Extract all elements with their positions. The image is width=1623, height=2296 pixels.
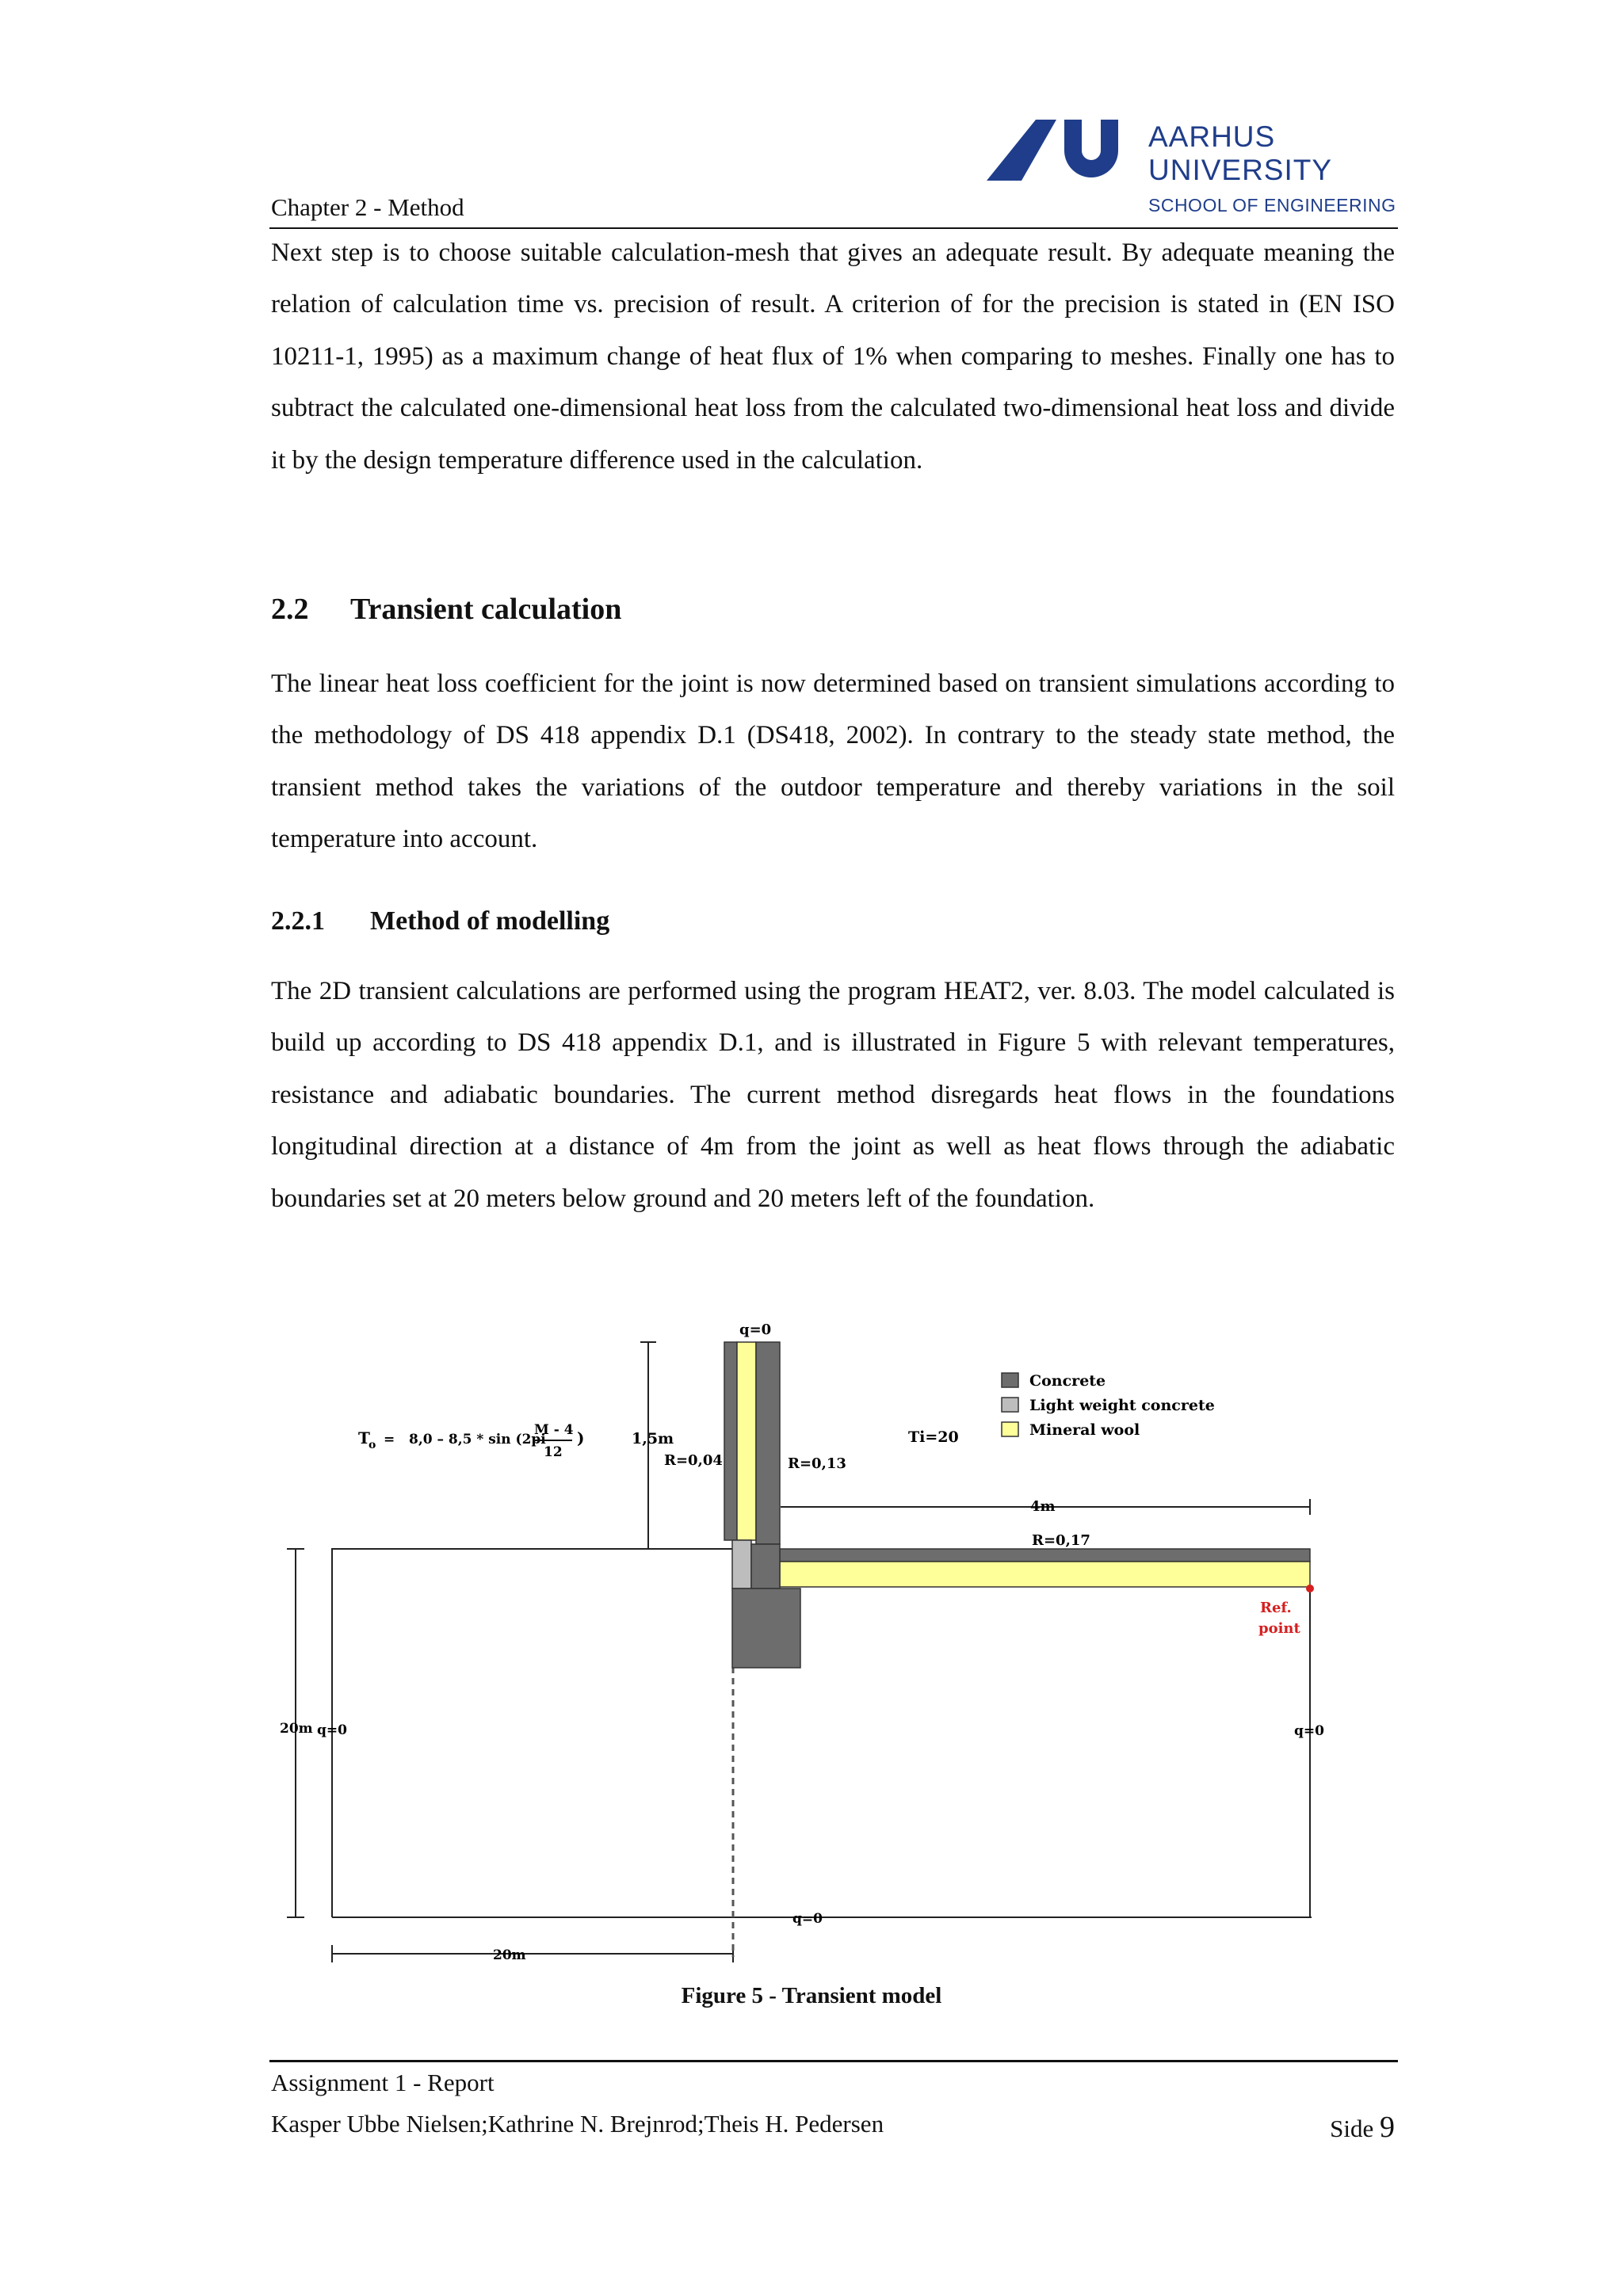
label-ref: Ref. — [1260, 1600, 1292, 1616]
footer-side-label: Side — [1330, 2115, 1374, 2142]
foundation-light-weight-concrete — [732, 1540, 751, 1589]
wall-outer-leaf-concrete — [724, 1342, 737, 1540]
legend-swatch-mineral-wool — [1002, 1422, 1018, 1436]
section-number: 2.2 — [271, 593, 309, 626]
wall-mineral-wool — [737, 1342, 756, 1540]
paragraph-modelling: The 2D transient calculations are performed using the program HEAT2, ver. 8.03. The model calculated is build up according to DS 418 appendix D.1, and is illustrated in Figure 5 with relevant temperatures, resistance and adiabatic boundaries. The current method disregards heat flows in the foundations longitudinal direction at a distance of 4m from the joint as well as heat flows through the adiabatic boundaries set at 20 meters below ground and 20 meters left of the foundation. — [271, 977, 1395, 1213]
label-q0-right: q=0 — [1294, 1723, 1324, 1739]
label-r-0-04: R=0,04 — [664, 1452, 723, 1469]
legend-label-mineral-wool: Mineral wool — [1029, 1421, 1140, 1439]
label-height-1-5m: 1,5m — [632, 1430, 674, 1447]
floor-insulation-mineral-wool — [780, 1562, 1310, 1587]
footer-assignment: Assignment 1 - Report — [271, 2069, 495, 2096]
formula-denominator: 12 — [544, 1444, 563, 1460]
foundation-footing-concrete — [732, 1589, 800, 1668]
label-point: point — [1258, 1620, 1300, 1637]
reference-point-marker — [1306, 1585, 1314, 1592]
label-4m: 4m — [1030, 1498, 1056, 1515]
section-title: Transient calculation — [350, 593, 622, 626]
floor-slab-concrete — [780, 1549, 1310, 1562]
label-q0-top: q=0 — [739, 1322, 772, 1338]
logo-subtitle: SCHOOL OF ENGINEERING — [1148, 195, 1396, 215]
formula-lhs: T — [358, 1428, 370, 1447]
label-q0-left: q=0 — [317, 1722, 347, 1738]
legend-label-light-weight-concrete: Light weight concrete — [1029, 1397, 1215, 1414]
foundation-upper-concrete — [751, 1544, 780, 1589]
subsection-title: Method of modelling — [370, 906, 610, 936]
formula-subscript: o — [369, 1439, 376, 1451]
logo-name-line2: UNIVERSITY — [1148, 154, 1333, 186]
legend-swatch-concrete — [1002, 1373, 1018, 1387]
label-20m-bottom: 20m — [493, 1947, 526, 1963]
label-ti-20: Ti=20 — [908, 1428, 959, 1446]
label-q0-bottom: q=0 — [792, 1911, 823, 1927]
paragraph-transient: The linear heat loss coefficient for the joint is now determined based on transient simulations according to the methodology of DS 418 appendix D.1 (DS418, 2002). In contrary to the steady state method, the transient method takes the variations of the outdoor temperature and thereby variations in the soil temperature into account. — [271, 669, 1395, 854]
legend-swatch-light-weight-concrete — [1002, 1398, 1018, 1412]
label-r-0-13: R=0,13 — [788, 1455, 846, 1472]
formula-close: ) — [577, 1428, 585, 1447]
legend-label-concrete: Concrete — [1029, 1372, 1106, 1390]
figure-caption: Figure 5 - Transient model — [681, 1983, 942, 2008]
logo-name-line1: AARHUS — [1148, 120, 1276, 153]
label-r-0-17: R=0,17 — [1032, 1532, 1090, 1549]
subsection-number: 2.2.1 — [271, 906, 325, 936]
footer-rule — [269, 2060, 1398, 2062]
page-number: 9 — [1380, 2111, 1395, 2144]
formula-numerator: M - 4 — [534, 1422, 574, 1438]
wall-inner-leaf-concrete — [756, 1342, 780, 1544]
label-20m-left: 20m — [280, 1721, 313, 1737]
formula-rhs: = 8,0 – 8,5 * sin (2pi — [384, 1432, 546, 1447]
running-header-chapter: Chapter 2 - Method — [271, 193, 464, 221]
footer-authors: Kasper Ubbe Nielsen;Kathrine N. Brejnrod;Theis H. Pedersen — [271, 2110, 884, 2138]
paragraph-mesh: Next step is to choose suitable calculation-mesh that gives an adequate result. By adequate meaning the relation of calculation time vs. precision of result. A criterion of for the precision is stated in (EN ISO 10211-1, 1995) as a maximum change of heat flux of 1% when comparing to meshes. Finally one has to subtract the calculated one-dimensional heat loss from the calculated two-dimensional heat loss and divide it by the design temperature difference used in the calculation. — [271, 238, 1395, 475]
footer-page — [1236, 2110, 1395, 2145]
